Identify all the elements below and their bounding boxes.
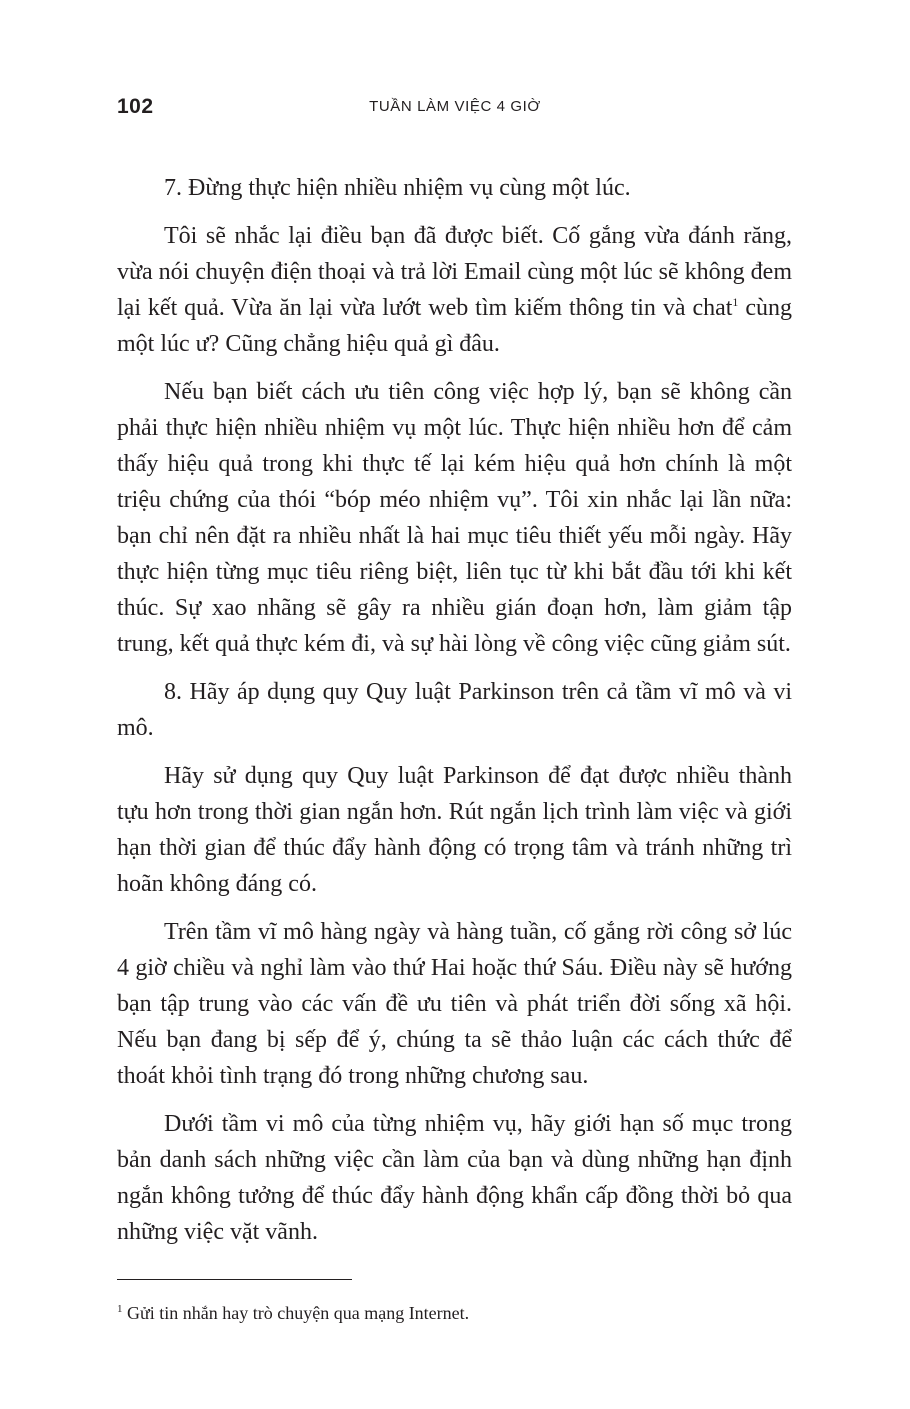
paragraph: Hãy sử dụng quy Quy luật Parkinson để đạt được nhiều thành tựu hơn trong thời gian ngắn hơn. Rút ngắn lịch trình làm việc và giới hạn thời gian để thúc đẩy hành động có trọng tâm và tránh những trì hoãn không đáng có. <box>117 763 792 897</box>
paragraph-heading-7: 7. Đừng thực hiện nhiều nhiệm vụ cùng một lúc. <box>164 175 631 201</box>
paragraph-text: cùng một lúc ư? Cũng chẳng hiệu quả gì đâu. <box>117 295 792 357</box>
paragraph: Dưới tầm vi mô của từng nhiệm vụ, hãy giới hạn số mục trong bản danh sách những việc cần làm của bạn và dùng những hạn định ngắn không tưởng để thúc đẩy hành động khẩn cấp đồng thời bỏ qua những việc vặt vãnh. <box>117 1111 792 1245</box>
paragraph <box>117 218 792 362</box>
footnote-marker: 1 <box>117 1303 123 1315</box>
footnote-divider <box>117 1279 352 1280</box>
paragraph-heading-8: 8. Hãy áp dụng quy Quy luật Parkinson trên cả tầm vĩ mô và vi mô. <box>117 679 792 741</box>
footnote-text: Gửi tin nhắn hay trò chuyện qua mạng Internet. <box>122 1303 470 1323</box>
running-header: TUẦN LÀM VIỆC 4 GIỜ <box>369 98 541 115</box>
paragraph: Trên tầm vĩ mô hàng ngày và hàng tuần, cố gắng rời công sở lúc 4 giờ chiều và nghỉ làm vào thứ Hai hoặc thứ Sáu. Điều này sẽ hướng bạn tập trung vào các vấn đề ưu tiên và phát triển đời sống xã hội. Nếu bạn đang bị sếp để ý, chúng ta sẽ thảo luận các cách thức để thoát khỏi tình trạng đó trong những chương sau. <box>117 919 792 1089</box>
page-number: 102 <box>117 95 154 118</box>
body-text <box>117 170 792 1262</box>
paragraph-text: Tôi sẽ nhắc lại điều bạn đã được biết. Cố gắng vừa đánh răng, vừa nói chuyện điện thoại và trả lời Email cùng một lúc sẽ không đem lại kết quả. Vừa ăn lại vừa lướt web tìm kiếm thông tin và chat <box>117 223 792 321</box>
footnote <box>117 1301 469 1325</box>
footnote-reference: 1 <box>732 295 739 309</box>
paragraph: Nếu bạn biết cách ưu tiên công việc hợp lý, bạn sẽ không cần phải thực hiện nhiều nhiệm vụ một lúc. Thực hiện nhiều hơn để cảm thấy hiệu quả trong khi thực tế lại kém hiệu quả hơn chính là một triệu chứng của thói “bóp méo nhiệm vụ”. Tôi xin nhắc lại lần nữa: bạn chỉ nên đặt ra nhiều nhất là hai mục tiêu thiết yếu mỗi ngày. Hãy thực hiện từng mục tiêu riêng biệt, liên tục từ khi bắt đầu tới khi kết thúc. Sự xao nhãng sẽ gây ra nhiều gián đoạn hơn, làm giảm tập trung, kết quả thực kém đi, và sự hài lòng về công việc cũng giảm sút. <box>117 379 792 657</box>
